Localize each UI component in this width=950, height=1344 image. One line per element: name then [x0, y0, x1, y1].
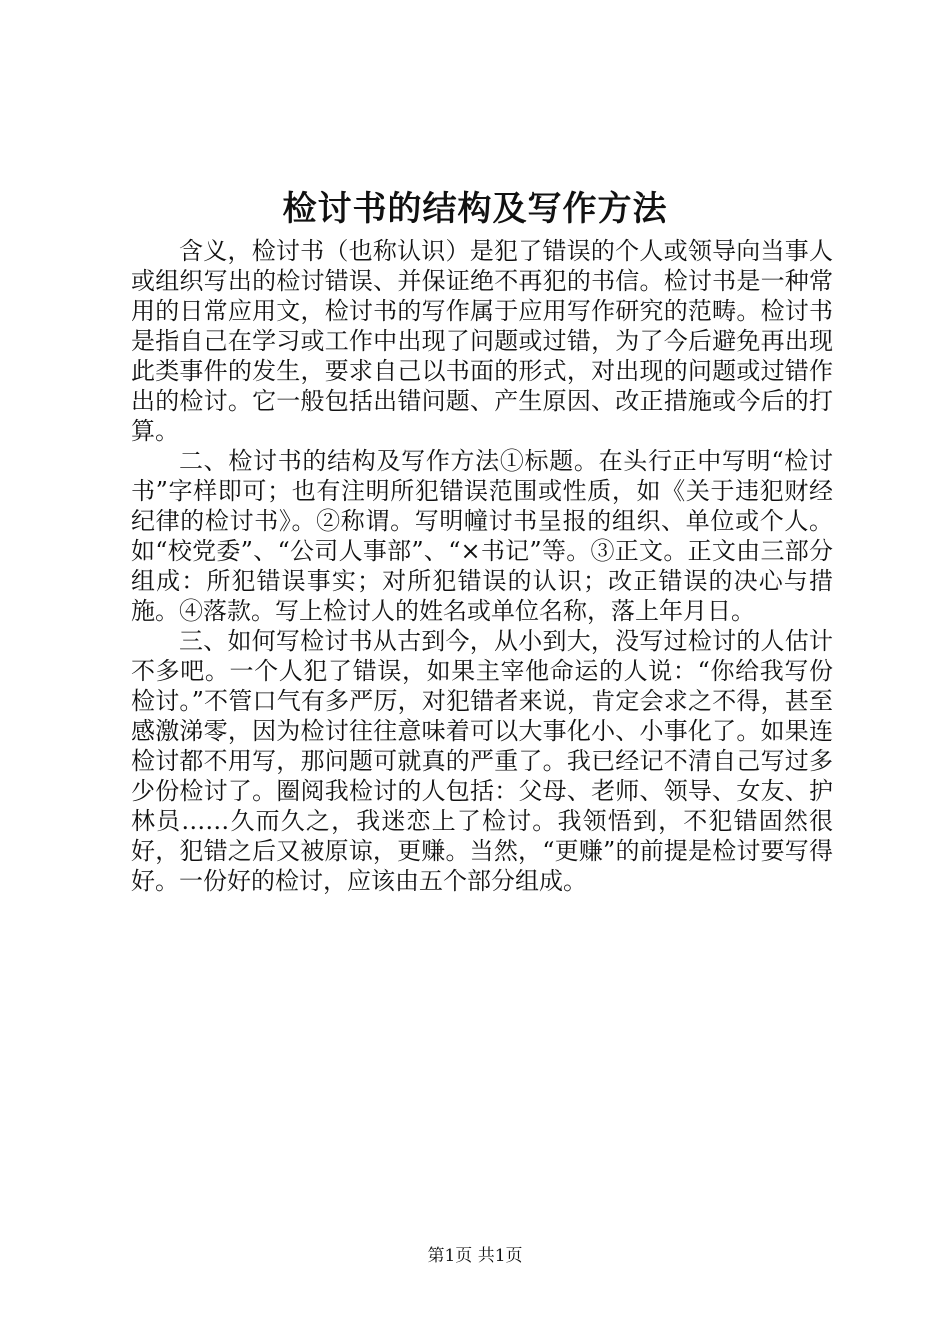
- paragraph-how-to-write: 三、如何写检讨书从古到今，从小到大，没写过检讨的人估计不多吧。一个人犯了错误，如果主宰他命运的人说：“你给我写份检讨。”不管口气有多严厉，对犯错者来说，肯定会求之不得，甚至感激涕零，因为检讨往往意味着可以大事化小、小事化了。如果连检讨都不用写，那问题可就真的严重了。我已经记不清自己写过多少份检讨了。圈阅我检讨的人包括：父母、老师、领导、女友、护林员……久而久之，我迷恋上了检讨。我领悟到，不犯错固然很好，犯错之后又被原谅，更赚。当然，“更赚”的前提是检讨要写得好。一份好的检讨，应该由五个部分组成。: [131, 627, 833, 895]
- page-footer: 第1页 共1页: [427, 1246, 523, 1266]
- document-body: [131, 236, 833, 896]
- paragraph-definition: 含义，检讨书（也称认识）是犯了错误的个人或领导向当事人或组织写出的检讨错误、并保证绝不再犯的书信。检讨书是一种常用的日常应用文，检讨书的写作属于应用写作研究的范畴。检讨书是指自己在学习或工作中出现了问题或过错，为了今后避免再出现此类事件的发生，要求自己以书面的形式，对出现的问题或过错作出的检讨。它一般包括出错问题、产生原因、改正措施或今后的打算。: [131, 237, 833, 445]
- document-title: 检讨书的结构及写作方法: [282, 189, 668, 229]
- paragraph-structure: 二、检讨书的结构及写作方法①标题。在头行正中写明“检讨书”字样即可；也有注明所犯错误范围或性质，如《关于违犯财经纪律的检讨书》。②称谓。写明幢讨书呈报的组织、单位或个人。如“校党委”、“公司人事部”、“×书记”等。③正文。正文由三部分组成：所犯错误事实；对所犯错误的认识；改正错误的决心与措施。④落款。写上检讨人的姓名或单位名称，落上年月日。: [131, 447, 833, 625]
